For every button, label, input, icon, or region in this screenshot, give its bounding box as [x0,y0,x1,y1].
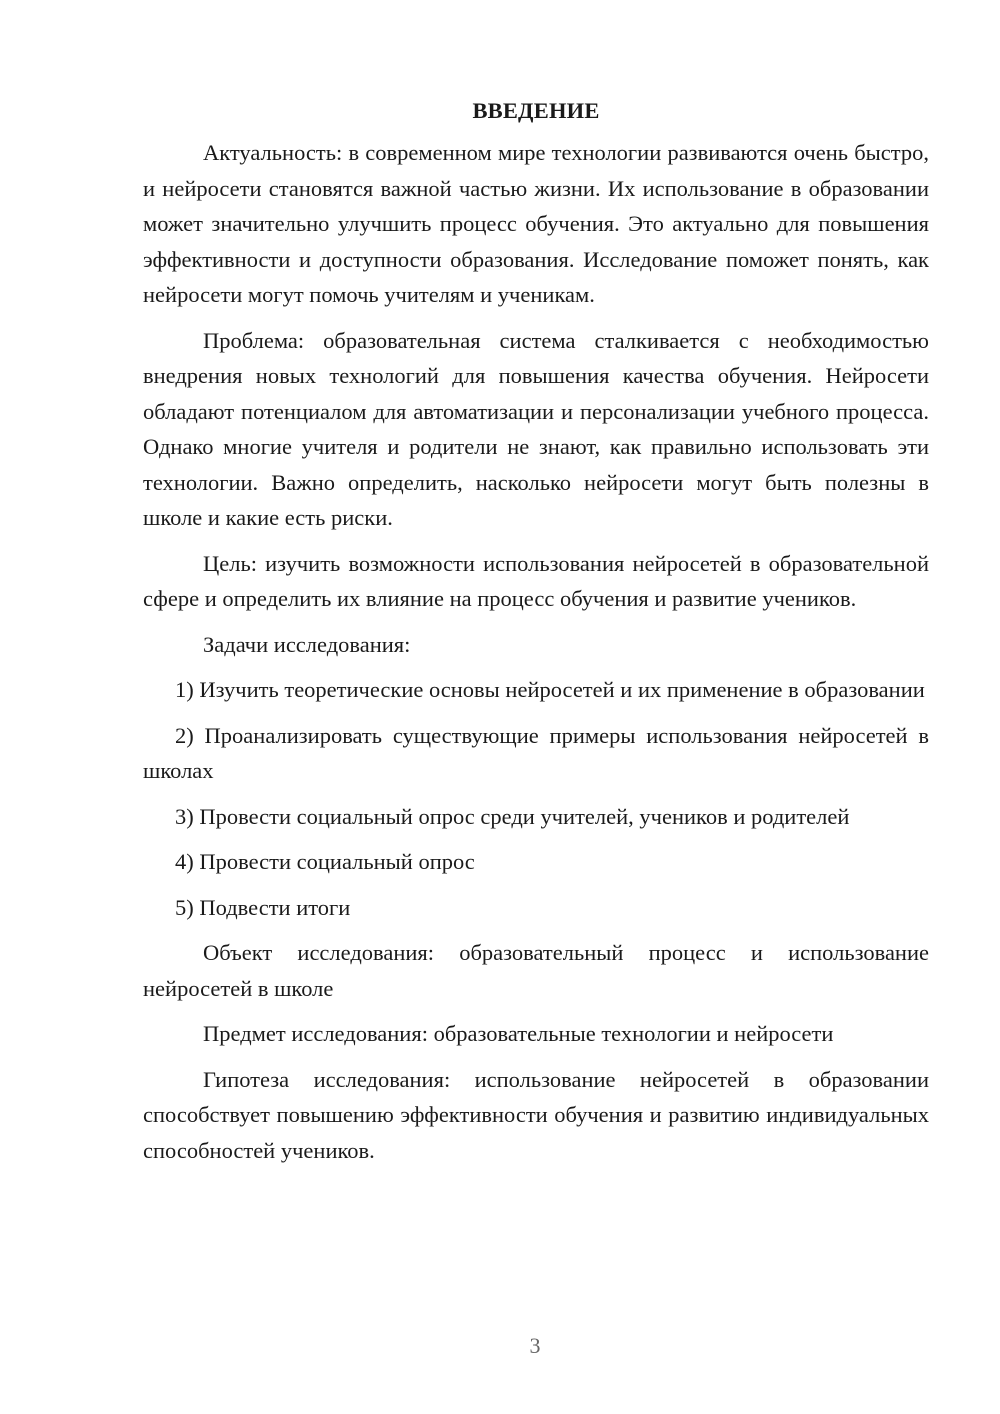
page-content [143,96,929,1168]
relevance-paragraph: Актуальность: в современном мире технологии развиваются очень быстро, и нейросети становятся важной частью жизни. Их использование в образовании может значительно улучшить процесс обучения. Это актуально для повышения эффективности и доступности образования. Исследование поможет понять, как нейросети могут помочь учителям и ученикам. [143,140,929,307]
goal-paragraph: Цель: изучить возможности использования нейросетей в образовательной сфере и определить их влияние на процесс обучения и развитие учеников. [143,550,929,611]
subject-paragraph: Предмет исследования: образовательные технологии и нейросети [203,1021,834,1046]
hypothesis-paragraph: Гипотеза исследования: использование нейросетей в образовании способствует повышению эффективности обучения и развитию индивидуальных способностей учеников. [143,1066,929,1163]
problem-paragraph: Проблема: образовательная система сталкивается с необходимостью внедрения новых технологий для повышения качества обучения. Нейросети обладают потенциалом для автоматизации и персонализации учебного процесса. Однако многие учителя и родители не знают, как правильно использовать эти технологии. Важно определить, насколько нейросети могут быть полезны в школе и какие есть риски. [143,327,929,530]
task-item-3: 3) Провести социальный опрос среди учителей, учеников и родителей [175,803,850,829]
task-item-2: 2) Проанализировать существующие примеры использования нейросетей в школах [143,722,929,783]
object-paragraph: Объект исследования: образовательный процесс и использование нейросетей в школе [143,940,929,1001]
page-number: 3 [529,1333,541,1358]
tasks-heading: Задачи исследования: [203,631,411,657]
task-item-1: 1) Изучить теоретические основы нейросетей и их применение в образовании [175,677,925,702]
task-item-5: 5) Подвести итоги [175,894,351,920]
section-title: ВВЕДЕНИЕ [472,98,600,123]
task-item-4: 4) Провести социальный опрос [175,849,475,874]
